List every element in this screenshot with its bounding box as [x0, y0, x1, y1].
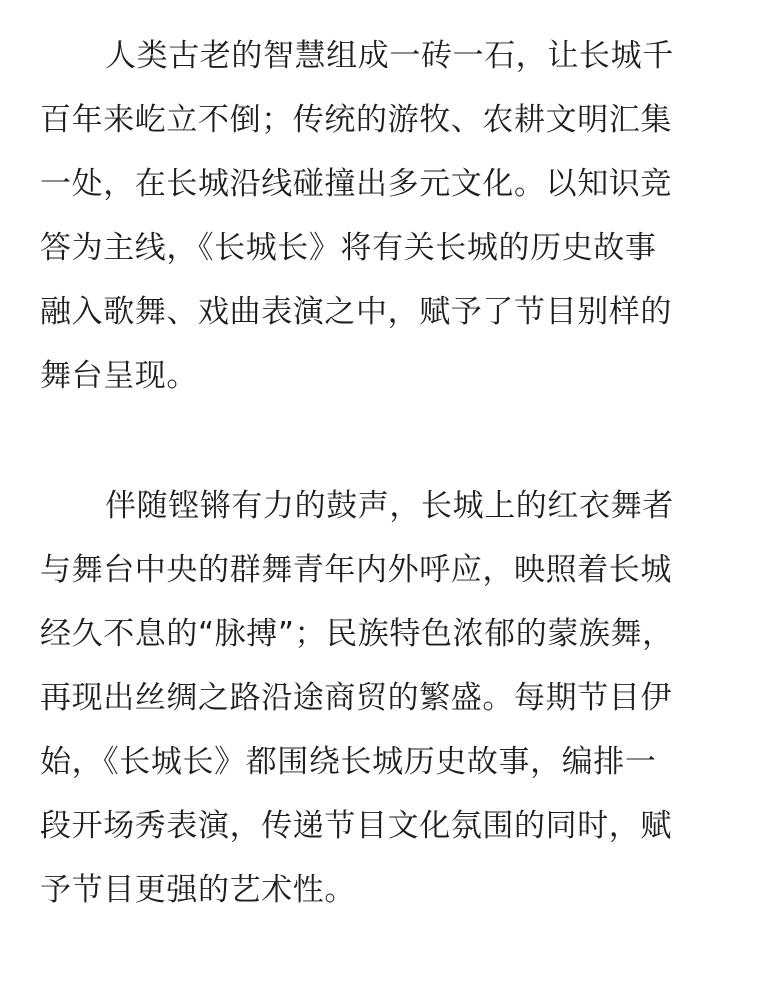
paragraph-1-line-4: 答为主线，《长城长》将有关长城的历史故事: [40, 230, 657, 266]
paragraph-2-line-3: 经久不息的“脉搏”；民族特色浓郁的蒙族舞，: [40, 616, 674, 652]
paragraph-1-line-5: 融入歌舞、戏曲表演之中，赋予了节目别样的: [40, 294, 672, 330]
paragraph-1-line-3: 一处，在长城沿线碰撞出多元文化。以知识竞: [40, 166, 672, 202]
paragraph-1: [0, 24, 760, 408]
paragraph-2-line-5: 始，《长城长》都围绕长城历史故事，编排一: [40, 744, 657, 780]
paragraph-2-line-1: 伴随铿锵有力的鼓声，长城上的红衣舞者: [105, 488, 674, 524]
paragraph-2-line-4: 再现出丝绸之路沿途商贸的繁盛。每期节目伊: [40, 680, 672, 716]
paragraph-1-line-6: 舞台呈现。: [40, 358, 198, 394]
paragraph-2-line-6: 段开场秀表演，传递节目文化氛围的同时，赋: [40, 808, 672, 844]
paragraph-2-line-2: 与舞台中央的群舞青年内外呼应，映照着长城: [40, 552, 672, 588]
paragraph-2: [0, 474, 760, 922]
paragraph-1-line-1: 人类古老的智慧组成一砖一石，让长城千: [105, 38, 674, 74]
paragraph-2-line-7: 予节目更强的艺术性。: [40, 872, 356, 908]
paragraph-1-line-2: 百年来屹立不倒；传统的游牧、农耕文明汇集: [40, 102, 672, 138]
